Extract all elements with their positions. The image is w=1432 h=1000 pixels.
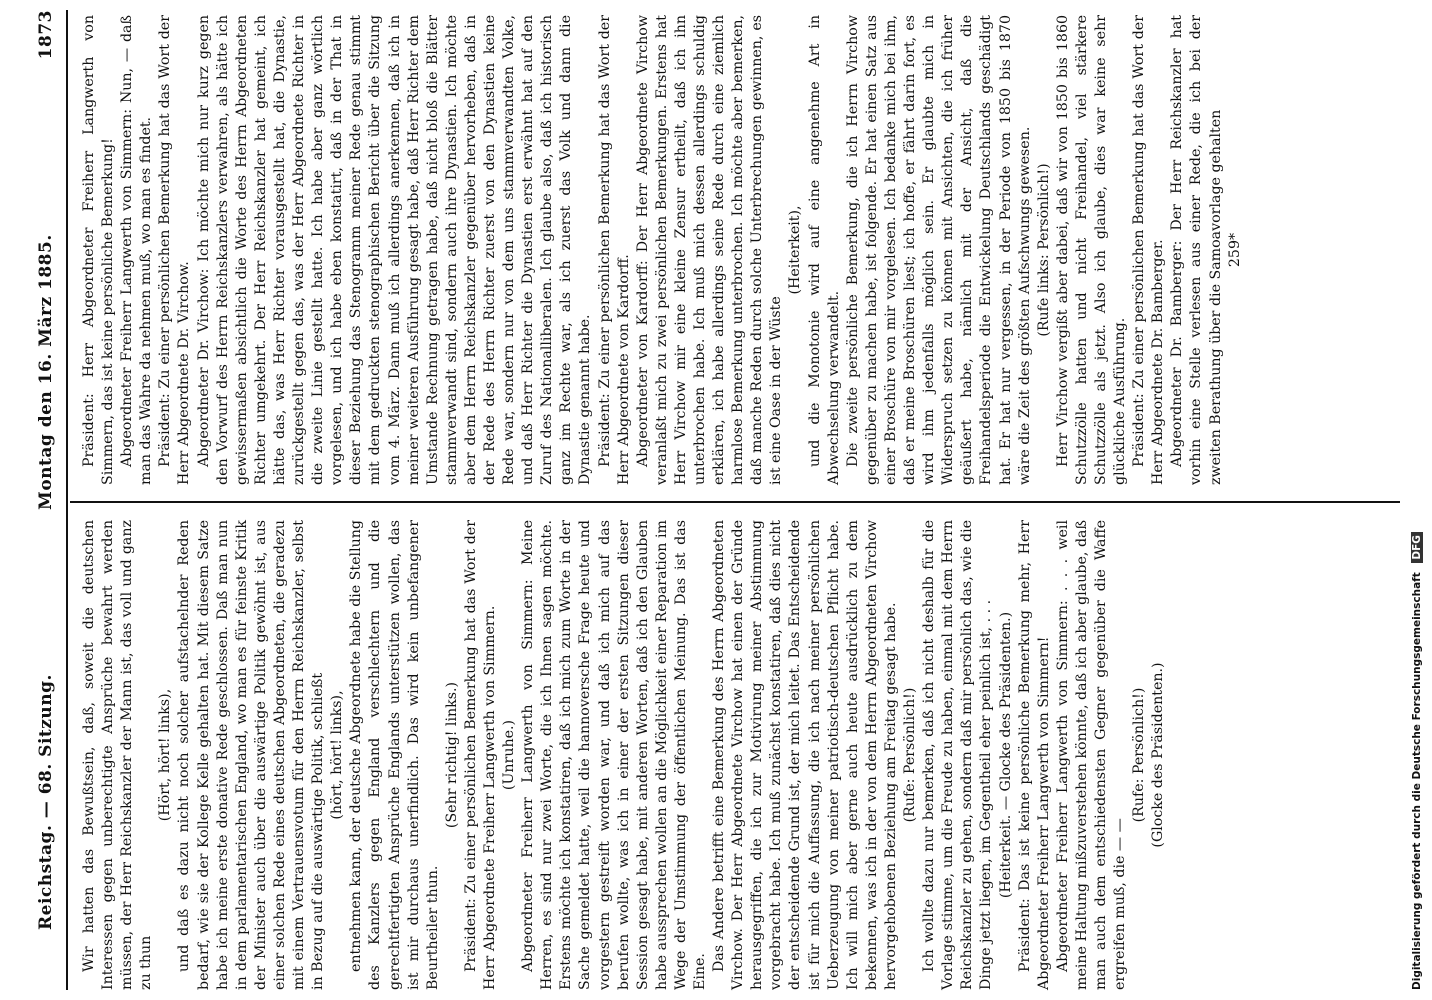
paragraph: Präsident: Zu einer persönlichen Bemerkung hat das Wort der Herr Abgeordnete Dr. Virchow. [157,15,193,485]
running-header [30,10,66,990]
paragraph: Wir hatten das Bewußtsein, daß, soweit die deutschen Interessen gegen unberechtigte Ansprüche bewahrt werden müssen, der Herr Reichskanzler der Mann ist, das voll und ganz zu thun [81,520,155,990]
column-left [80,520,1168,990]
interjection: (Sehr richtig! links.) [443,681,460,829]
interjection: (Rufe links: Persönlich!) [1035,163,1052,337]
paragraph: Präsident: Herr Abgeordneter Freiherr Langwerth von Simmern, das ist keine persönliche Bemerkung! [81,15,117,485]
interjection: (hört, hört! links), [329,690,346,820]
paragraph: Abgeordneter Freiherr Langwerth von Simmern: . . . weil meine Haltung mißzuverstehen könnte, daß ich aber glaube, daß man auch dem entschiedensten Gegner gegenüber die Waffe ergreifen muß, die — — [1054,520,1129,990]
digitization-banner [1411,6,1429,990]
header-left: Reichstag. — 68. Sitzung. [36,674,56,930]
paragraph: Abgeordneter Dr. Virchow: Ich möchte mich nur kurz gegen den Vorwurf des Herrn Reichskanzlers verwahren, als hätte ich gewissermaßen absichtlich die Worte des Herrn Abgeordneten Richter umgekehrt. Der Herr Reichskanzler hat gemeint, ich hätte das, was Herr Richter vorausgestellt hat, die Dynastie, zurückgestellt gegen das, was der Herr Abgeordnete Richter in die zweite Linie gestellt hatte. Ich habe aber ganz wörtlich vorgelesen, und ich habe eben konstatirt, daß in der That in dieser Beziehung das Stenogramm meiner Rede genau stimmt mit dem gedruckten stenographischen Bericht über die Sitzung vom 4. März. Dann muß ich allerdings anerkennen, daß ich in meiner weiteren Ausführung gesagt habe, daß Herr Richter dem Umstande Rechnung getragen habe, daß nicht bloß die Blätter stammverwandt sind, sondern auch ihre Dynastien. Ich möchte aber dem Herrn Reichskanzler gegenüber hervorheben, daß in der Rede des Herrn Richter zuerst von den Dynastien keine Rede war, sondern nur von dem uns stammverwandten Volke, und daß Herr Richter die Dynastien erst erwähnt hat auf den Zuruf des Nationalliberalen. Ich glaube also, daß ich historisch ganz im Rechte war, als ich zuerst das Volk und dann die Dynastie genannt habe. [195,15,594,485]
signature-mark: 259* [1226,232,1243,268]
paragraph: Abgeordneter Freiherr Langwerth von Simmern: Nun, — daß man das Wahre da nehmen muß, wo man es findet. [119,15,155,485]
interjection: (Rufe: Persönlich!) [902,687,919,823]
paragraph: Abgeordneter Dr. Bamberger: Der Herr Reichskanzler hat vorhin eine Stelle verlesen aus einer Rede, die ich bei der zweiten Berathung über die Samoavorlage gehalten [1169,15,1224,485]
digitization-note [1411,6,1429,990]
header-date: Montag den 16. März 1885. [36,234,56,510]
document-sheet [30,10,1410,990]
paragraph: Das Andere betrifft eine Bemerkung des Herrn Abgeordneten Virchow. Der Herr Abgeordnete Virchow hat einen der Gründe herausgegriffen, die ich zur Motivirung meiner Abstimmung vorgebracht habe. Ich muß zunächst konstatiren, daß dies nicht der entscheidende Grund ist, der mich leitet. Das Entscheidende ist für mich die Auffassung, die ich nach meiner persönlichen Ueberzeugung von meiner patriotisch-deutschen Pflicht habe. Ich will mich aber gerne auch heute ausdrücklich zu dem bekennen, was ich in der von dem Herrn Abgeordneten Virchow hervorgehobenen Beziehung am Freitag gesagt habe. [711,520,899,990]
paragraph: entnehmen kann, der deutsche Abgeordnete habe die Stellung des Kanzlers gegen England verschlechtern und die gerechtfertigten Ansprüche Englands unterstützen wollen, das ist mir durchaus unerfindlich. Das wird kein unbefangener Beurtheiler thun. [348,520,441,990]
interjection: (Unruhe.) [501,719,518,791]
paragraph: und die Monotonie wird auf eine angenehme Art in Abwechselung verwandelt. [806,15,842,485]
paragraph: Präsident: Zu einer persönlichen Bemerkung hat das Wort der Herr Abgeordnete Freiherr Langwerth von Simmern. [462,520,498,990]
interjection: (Heiterkeit), [787,205,804,295]
header-rule [66,10,68,990]
interjection: (Heiterkeit. — Glocke des Präsidenten.) [997,611,1014,899]
paragraph: Präsident: Das ist keine persönliche Bemerkung mehr, Herr Abgeordneter Freiherr Langwerth von Simmern! [1016,520,1052,990]
paragraph: Abgeordneter von Kardorff: Der Herr Abgeordnete Virchow veranlaßt mich zu zwei persönlichen Bemerkungen. Erstens hat Herr Virchow mir eine kleine Zensur ertheilt, daß ich ihn unterbrochen habe. Ich muß mich dessen allerdings schuldig erklären, ich habe allerdings seine Rede durch eine ziemlich harmlose Bemerkung unterbrochen. Ich möchte aber bemerken, daß manche Reden durch solche Unterbrechungen gewinnen, es ist eine Oase in der Wüste [634,15,785,485]
paragraph: Abgeordneter Freiherr Langwerth von Simmern: Meine Herren, es sind nur zwei Worte, die ich Ihnen sagen möchte. Erstens möchte ich konstatiren, daß ich mich zum Worte in der Sache gemeldet hatte, weil die hannoversche Frage heute und vorgestern gestreift worden war, und daß ich mich auf das berufen wollte, was ich in einer der ersten Sitzungen dieser Session gesagt habe, mit anderen Worten, daß ich den Glauben habe aussprechen wollen an die Möglichkeit einer Reparation im Wege der Umstimmung der öffentlichen Meinung. Das ist das Eine. [520,520,708,990]
paragraph: und daß es dazu nicht noch solcher aufstachelnder Reden bedarf, wie sie der Kollege Kelle gehalten hat. Mit diesem Satze habe ich meine erste donative Rede geschlossen. Daß man nun in dem parlamentarischen England, wo man es für feinste Kritik der Minister auch über die auswärtige Politik gewöhnt ist, aus einer solchen Rede eines deutschen Abgeordneten, die geradezu mit einem Vertrauensvotum für den Herrn Reichskanzler, selbst in Bezug auf die auswärtige Politik, schließt [176,520,327,990]
paragraph: Die zweite persönliche Bemerkung, die ich Herrn Virchow gegenüber zu machen habe, ist folgende. Er hat einen Satz aus einer Broschüre von mir vorgelesen. Ich bedanke mich bei ihm, daß er meine Broschüren liest; ich hoffe, er fährt darin fort, es wird ihm jedenfalls möglich sein. Er glaubte mich in Widerspruch setzen zu können mit Ansichten, die ich früher geäußert habe, nämlich mit der Ansicht, daß die Freihandelsperiode die Entwickelung Deutschlands geschädigt hat. Er hat nur vergessen, in der Periode von 1850 bis 1870 wäre die Zeit des größten Aufschwungs gewesen. [844,15,1033,485]
interjection: (Hört, hört! links), [157,688,174,822]
paragraph: Ich wollte dazu nur bemerken, daß ich nicht deshalb für die Vorlage stimme, um die Freude zu haben, einmal mit dem Herrn Reichskanzler zu gehen, sondern daß mir persönlich das, wie die Dinge jetzt liegen, im Gegentheil eher peinlich ist, . . . [921,520,995,990]
paragraph: Präsident: Zu einer persönlichen Bemerkung hat das Wort der Herr Abgeordnete von Kardorff. [596,15,632,485]
interjection: (Glocke des Präsidenten.) [1150,662,1167,848]
page-number: 1873 [36,10,56,60]
dfg-logo: DFG [1411,532,1423,563]
paragraph: Präsident: Zu einer persönlichen Bemerkung hat das Wort der Herr Abgeordnete Dr. Bamberger. [1131,15,1167,485]
paragraph: Herr Virchow vergißt aber dabei, daß wir von 1850 bis 1860 Schutzzölle hatten und nicht Freihandel, viel stärkere Schutzzölle als jetzt. Also ich glaube, dies war keine sehr glückliche Ausführung. [1054,15,1129,485]
interjection: (Rufe: Persönlich!) [1131,687,1148,823]
digitization-text: Digitalisierung gefördert durch die Deutsche Forschungsgemeinschaft [1411,572,1423,990]
column-divider [70,501,1400,503]
column-right [80,15,1245,485]
